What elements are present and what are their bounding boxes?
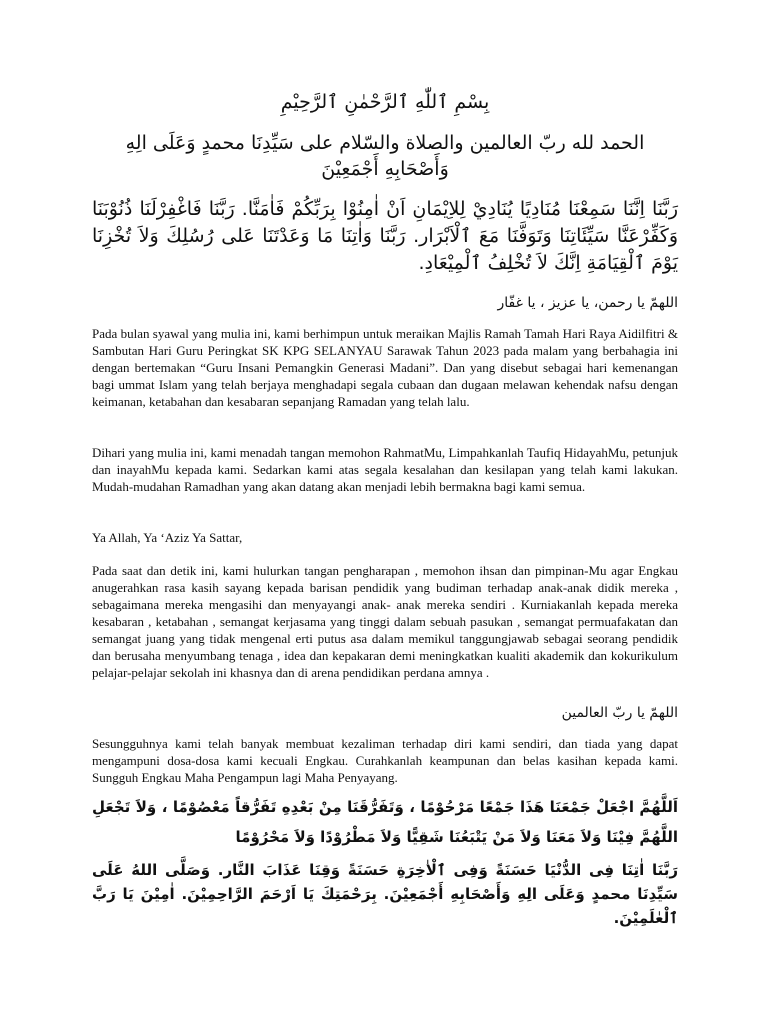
closing-doa-gathering: اَللَّهُمَّ اجْعَلْ جَمْعَنَا هَذَا جَمْعًا مَرْحُوْمًا ، وَتَفَرُّقَنَا مِنْ بَعْدِهِ تَفَرُّقاً مَعْصُوْمًا ، وَلاَ تَجْعَلِ اللَّهُمَّ فِيْنَا وَلاَ مَعَنَا وَلاَ مَنْ يَتْبَعُنَا شَقِيًّا وَلاَ مَطْرُوْدًا وَلاَ مَحْرُوْمًا: [92, 798, 678, 846]
document-page: [92, 82, 678, 930]
invocation-rahman: اللهمّ يا رحمن، يا عزيز ، يا غفّار: [497, 295, 678, 311]
opening-verse: رَبَّنَا اِنَّنَا سَمِعْنَا مُنَادِيًا يُنَادِيْ لِلاِيْمَانِ اَنْ اٰمِنُوْا بِرَبِّكُمْ فَاٰمَنَّا. رَبَّنَا فَاغْفِرْلَنَا ذُنُوْبَنَا وَكَفِّرْعَنَّا سَيِّئَاتِنَا وَتَوَفَّنَا مَعَ ٱلْاَبْرَار. رَبَّنَا وَاٰتِنَا مَا وَعَدْتَنَا عَلى رُسُلِكَ وَلاَ تُخْزِنَا يَوْمَ ٱلْقِيَامَةِ اِنَّكَ لاَ تُخْلِفُ ٱلْمِيْعَادِ.: [92, 198, 678, 274]
invocation-rabbil-alamin: اللهمّ يا ربّ العالمين: [561, 705, 678, 721]
paragraph-pendidik: Pada saat dan detik ini, kami hulurkan tangan pengharapan , memohon ihsan dan pimpinan-Mu agar Engkau anugerahkan rasa kasih sayang kepada barisan pendidik yang budiman terhadap anak-anak didik mereka , sebagaimana mereka mengasihi dan menyayangi anak- anak mereka sendiri . Kurniakanlah kepada mereka kesabaran , ketabahan , semangat kerjasama yang tinggi dalam sebuah pasukan , semangat permuafakatan dan semangat juang yang tidak mengenal erti putus asa dalam memikul tanggungjawab sebagai seorang pendidik dan berusaha menyumbang tenaga , idea dan kepakaran demi meningkatkan kualiti akademik dan kokurikulum pelajar-pelajar sekolah ini khasnya dan di arena pendidikan perdana amnya .: [92, 563, 678, 680]
basmalah: بِسْمِ ٱللّٰهِ ٱلرَّحْمٰنِ ٱلرَّحِيْمِ: [280, 91, 490, 113]
paragraph-rahmat: Dihari yang mulia ini, kami menadah tangan memohon RahmatMu, Limpahkanlah Taufiq HidayahMu, petunjuk dan inayahMu kepada kami. Sedarkan kami atas segala kesalahan dan kesilapan yang telah kami lakukan. Mudah-mudahan Ramadhan yang akan datang akan menjadi lebih bermakna bagi kami semua.: [92, 445, 678, 494]
paragraph-syawal: Pada bulan syawal yang mulia ini, kami berhimpun untuk meraikan Majlis Ramah Tamah Hari Raya Aidilfitri & Sambutan Hari Guru Peringkat SK KPG SELANYAU Sarawak Tahun 2023 pada malam yang berbahagia ini dengan bertemakan “Guru Insani Pemangkin Generasi Madani”. Dan yang disebut sebagai hari kemenangan bagi ummat Islam yang telah berjaya menghadapi segala cubaan dan dugaan melawan kehendak nafsu dengan keimanan, ketabahan dan kesabaran sepanjang Ramadan yang telah lalu.: [92, 326, 678, 409]
closing-doa-dunia-akhirat: رَبَّنَا اٰتِنَا فِى الدُّنْيَا حَسَنَةً وَفِى ٱلْاٰخِرَةِ حَسَنَةً وَقِنَا عَذَابَ النَّار. وَصَلَّى اللهُ عَلَى سَيِّدِنَا محمدٍ وَعَلَى الِهِ وَأَصْحَابِهِ أَجْمَعِيْنَ. بِرَحْمَتِكَ يَا اَرْحَمَ الرَّاحِمِيْنَ. اٰمِيْنَ يَا رَبَّ ٱلْعٰلَمِيْنَ.: [92, 861, 678, 927]
paragraph-keampunan: Sesungguhnya kami telah banyak membuat kezaliman terhadap diri kami sendiri, dan tiada yang dapat mengampuni dosa-dosa kami kecuali Engkau. Curahkanlah keampunan dan belas kasihan kepada kami. Sungguh Engkau Maha Pengampun lagi Maha Penyayang.: [92, 736, 678, 785]
invocation-aziz-sattar: Ya Allah, Ya ‘Aziz Ya Sattar,: [92, 530, 243, 545]
hamdalah: الحمد لله ربّ العالمين والصلاة والسّلام على سَيِّدِنَا محمدٍ وَعَلَى الِهِ وَأَصْحَابِهِ أَجْمَعِيْنَ: [125, 132, 645, 180]
